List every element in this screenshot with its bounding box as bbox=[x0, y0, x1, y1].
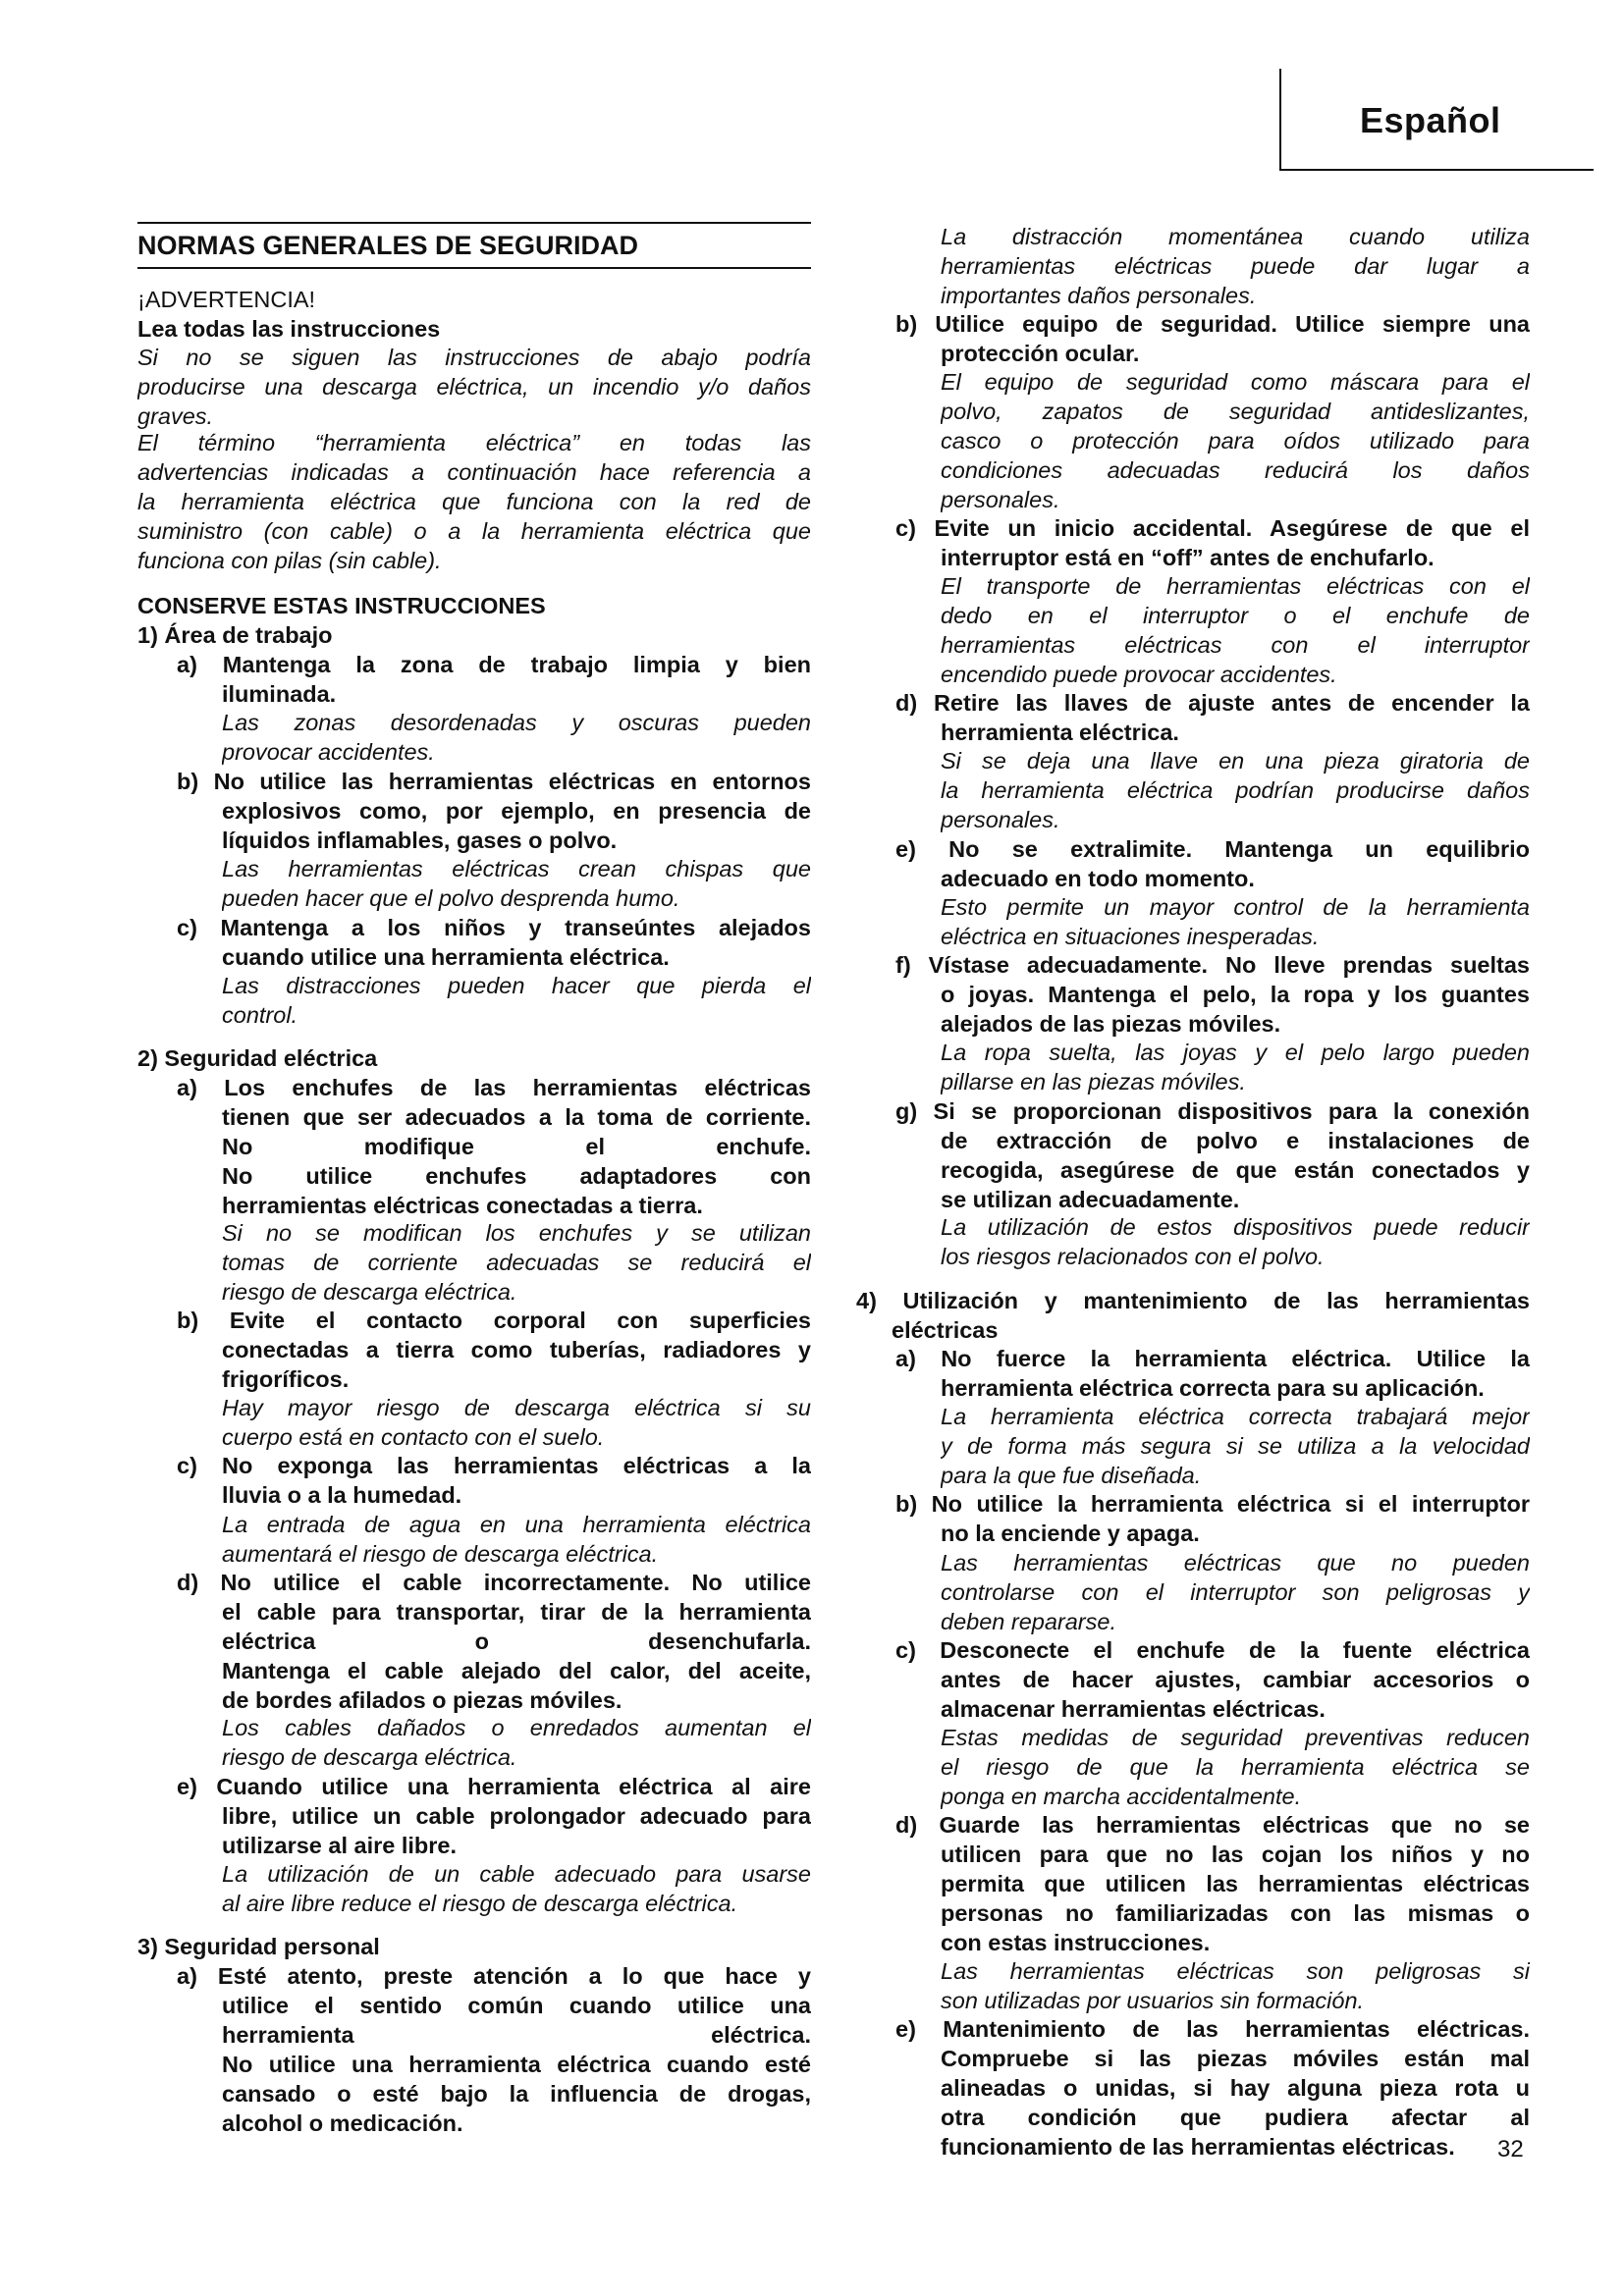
text-line: herramientas eléctricas conectadas a tierra. bbox=[222, 1193, 703, 1218]
text-line: control. bbox=[222, 1002, 298, 1028]
text-line: dedo en el interruptor o el enchufe de bbox=[941, 603, 1530, 628]
rule-2b-explanation bbox=[222, 1393, 811, 1452]
text-line: utilicen para que no las cojan los niños y no bbox=[941, 1842, 1530, 1867]
text-line: a) Mantenga la zona de trabajo limpia y bien bbox=[177, 652, 811, 677]
text-line: deben repararse. bbox=[941, 1609, 1116, 1634]
text-line: Compruebe si las piezas móviles están mal bbox=[941, 2046, 1530, 2071]
text-line: se utilizan adecuadamente. bbox=[941, 1187, 1240, 1212]
text-line: la herramienta eléctrica que funciona con la red de bbox=[137, 489, 811, 514]
text-line: libre, utilice un cable prolongador adecuado para bbox=[222, 1803, 811, 1829]
rule-4d bbox=[895, 1810, 1530, 1957]
text-line: c) Desconecte el enchufe de la fuente eléctrica bbox=[895, 1637, 1530, 1663]
text-line: la herramienta eléctrica podrían producirse daños bbox=[941, 777, 1530, 803]
rule-2e bbox=[177, 1772, 811, 1860]
text-line: personales. bbox=[941, 807, 1060, 832]
text-line: eléctrica en situaciones inesperadas. bbox=[941, 924, 1320, 949]
text-line: cuerpo está en contacto con el suelo. bbox=[222, 1424, 605, 1450]
text-line: funciona con pilas (sin cable). bbox=[137, 548, 442, 573]
text-line: El término “herramienta eléctrica” en todas las bbox=[137, 430, 811, 455]
text-line: b) Evite el contacto corporal con superficies bbox=[177, 1308, 811, 1333]
text-line: riesgo de descarga eléctrica. bbox=[222, 1744, 517, 1770]
section-4-heading bbox=[856, 1286, 1530, 1345]
text-line: antes de hacer ajustes, cambiar accesorios o bbox=[941, 1667, 1530, 1692]
rule-1a bbox=[177, 650, 811, 709]
title-top-rule bbox=[137, 222, 811, 224]
text-line: e) Cuando utilice una herramienta eléctrica al aire bbox=[177, 1774, 811, 1799]
text-line: son utilizadas por usuarios sin formación. bbox=[941, 1988, 1365, 2013]
rule-3d bbox=[895, 688, 1530, 747]
text-line: recogida, asegúrese de que están conectados y bbox=[941, 1157, 1530, 1183]
text-line: c) No exponga las herramientas eléctricas a la bbox=[177, 1453, 811, 1478]
rule-2d-explanation bbox=[222, 1713, 811, 1772]
keep-instructions-heading: CONSERVE ESTAS INSTRUCCIONES bbox=[137, 593, 546, 618]
text-line: cuando utilice una herramienta eléctrica. bbox=[222, 944, 670, 970]
rule-2a bbox=[177, 1073, 811, 1220]
rule-1c bbox=[177, 913, 811, 972]
text-line: La utilización de estos dispositivos puede reducir bbox=[941, 1214, 1530, 1240]
text-line: no la enciende y apaga. bbox=[941, 1521, 1200, 1546]
rule-3e bbox=[895, 834, 1530, 893]
text-line: casco o protección para oídos utilizado para bbox=[941, 428, 1530, 454]
text-line: alineadas o unidas, si hay alguna pieza rota u bbox=[941, 2075, 1530, 2101]
rule-4c-explanation bbox=[941, 1723, 1530, 1811]
text-line: Esto permite un mayor control de la herramienta bbox=[941, 894, 1530, 920]
text-line: controlarse con el interruptor son peligrosas y bbox=[941, 1579, 1530, 1605]
rule-4b-explanation bbox=[941, 1548, 1530, 1636]
text-line: advertencias indicadas a continuación hace referencia a bbox=[137, 459, 811, 485]
page-number: 32 bbox=[1497, 2136, 1524, 2163]
text-line: adecuado en todo momento. bbox=[941, 866, 1255, 891]
text-line: Las herramientas eléctricas son peligrosas si bbox=[941, 1958, 1530, 1984]
text-line: importantes daños personales. bbox=[941, 283, 1257, 308]
text-line: Las zonas desordenadas y oscuras pueden bbox=[222, 710, 811, 735]
text-line: d) No utilice el cable incorrectamente. No utilice bbox=[177, 1570, 811, 1595]
text-line: de extracción de polvo e instalaciones de bbox=[941, 1128, 1530, 1153]
text-line: b) No utilice la herramienta eléctrica si el interruptor bbox=[895, 1491, 1530, 1517]
rule-3d-explanation bbox=[941, 746, 1530, 834]
rule-4b bbox=[895, 1489, 1530, 1548]
text-line: producirse una descarga eléctrica, un incendio y/o daños bbox=[137, 374, 811, 400]
text-line: tomas de corriente adecuadas se reducirá el bbox=[222, 1250, 811, 1275]
text-line: con estas instrucciones. bbox=[941, 1930, 1211, 1955]
text-line: personas no familiarizadas con las mismas o bbox=[941, 1900, 1530, 1926]
text-line: Las distracciones pueden hacer que pierda el bbox=[222, 973, 811, 998]
text-line: explosivos como, por ejemplo, en presencia de bbox=[222, 798, 811, 824]
text-line: conectadas a tierra como tuberías, radiadores y bbox=[222, 1337, 811, 1362]
text-line: o joyas. Mantenga el pelo, la ropa y los guantes bbox=[941, 982, 1530, 1007]
text-line: aumentará el riesgo de descarga eléctrica. bbox=[222, 1541, 659, 1567]
text-line: g) Si se proporcionan dispositivos para la conexión bbox=[895, 1098, 1530, 1124]
text-line: a) Esté atento, preste atención a lo que hace y bbox=[177, 1963, 811, 1989]
rule-2e-explanation bbox=[222, 1859, 811, 1918]
text-line: ponga en marcha accidentalmente. bbox=[941, 1784, 1302, 1809]
text-line: de bordes afilados o piezas móviles. bbox=[222, 1687, 623, 1713]
text-line: Si no se modifican los enchufes y se utilizan bbox=[222, 1220, 811, 1246]
text-line: alcohol o medicación. bbox=[222, 2110, 463, 2136]
text-line: Si se deja una llave en una pieza giratoria de bbox=[941, 748, 1530, 774]
language-label: Español bbox=[1360, 100, 1501, 140]
text-line: polvo, zapatos de seguridad antideslizantes, bbox=[941, 399, 1530, 424]
text-line: interruptor está en “off” antes de enchufarlo. bbox=[941, 545, 1435, 570]
rule-3a bbox=[177, 1961, 811, 2138]
text-line: d) Retire las llaves de ajuste antes de encender la bbox=[895, 690, 1530, 716]
rule-2c bbox=[177, 1451, 811, 1510]
rule-3b-explanation bbox=[941, 367, 1530, 514]
intro-paragraph-2 bbox=[137, 428, 811, 575]
text-line: permita que utilicen las herramientas eléctricas bbox=[941, 1871, 1530, 1896]
text-line: encendido puede provocar accidentes. bbox=[941, 662, 1337, 687]
rule-4e bbox=[895, 2014, 1530, 2162]
text-line: La ropa suelta, las joyas y el pelo largo pueden bbox=[941, 1040, 1530, 1065]
text-line: utilice el sentido común cuando utilice una bbox=[222, 1993, 811, 2018]
text-line: c) Evite un inicio accidental. Asegúrese de que el bbox=[895, 515, 1530, 541]
rule-4d-explanation bbox=[941, 1956, 1530, 2015]
text-line: La herramienta eléctrica correcta trabajará mejor bbox=[941, 1404, 1530, 1429]
section-2-heading: 2) Seguridad eléctrica bbox=[137, 1045, 378, 1071]
text-line: herramienta eléctrica. bbox=[222, 2022, 811, 2048]
text-line: La utilización de un cable adecuado para usarse bbox=[222, 1861, 811, 1887]
text-line: cansado o esté bajo la influencia de drogas, bbox=[222, 2081, 811, 2107]
text-line: No modifique el enchufe. bbox=[222, 1134, 811, 1159]
text-line: y de forma más segura si se utiliza a la velocidad bbox=[941, 1433, 1530, 1459]
language-tab-vertical-rule bbox=[1279, 69, 1281, 171]
text-line: Las herramientas eléctricas crean chispas que bbox=[222, 856, 811, 881]
text-line: herramienta eléctrica. bbox=[941, 720, 1179, 745]
text-line: eléctrica o desenchufarla. bbox=[222, 1629, 811, 1654]
text-line: funcionamiento de las herramientas eléctricas. bbox=[941, 2134, 1455, 2160]
rule-2b bbox=[177, 1306, 811, 1394]
title-bottom-rule bbox=[137, 267, 811, 269]
rule-3c bbox=[895, 513, 1530, 572]
section-3-heading: 3) Seguridad personal bbox=[137, 1934, 380, 1959]
text-line: frigoríficos. bbox=[222, 1366, 350, 1392]
text-line: los riesgos relacionados con el polvo. bbox=[941, 1244, 1325, 1269]
text-line: El equipo de seguridad como máscara para el bbox=[941, 369, 1530, 395]
text-line: Las herramientas eléctricas que no pueden bbox=[941, 1550, 1530, 1575]
text-line: el cable para transportar, tirar de la herramienta bbox=[222, 1599, 811, 1625]
text-line: almacenar herramientas eléctricas. bbox=[941, 1696, 1326, 1722]
text-line: lluvia o a la humedad. bbox=[222, 1482, 462, 1508]
text-line: personales. bbox=[941, 487, 1060, 512]
rule-3f bbox=[895, 950, 1530, 1039]
text-line: El transporte de herramientas eléctricas con el bbox=[941, 573, 1530, 599]
text-line: c) Mantenga a los niños y transeúntes alejados bbox=[177, 915, 811, 940]
rule-3b bbox=[895, 309, 1530, 368]
rule-3e-explanation bbox=[941, 892, 1530, 951]
rule-1c-explanation bbox=[222, 971, 811, 1030]
text-line: 4) Utilización y mantenimiento de las herramientas bbox=[856, 1288, 1530, 1313]
text-line: líquidos inflamables, gases o polvo. bbox=[222, 828, 618, 853]
text-line: b) Utilice equipo de seguridad. Utilice siempre una bbox=[895, 311, 1530, 337]
rule-3g bbox=[895, 1096, 1530, 1214]
text-line: tienen que ser adecuados a la toma de corriente. bbox=[222, 1104, 811, 1130]
text-line: alejados de las piezas móviles. bbox=[941, 1011, 1281, 1037]
text-line: a) Los enchufes de las herramientas eléctricas bbox=[177, 1075, 811, 1100]
text-line: provocar accidentes. bbox=[222, 739, 435, 765]
warning-heading: ¡ADVERTENCIA! bbox=[137, 287, 316, 312]
rule-1a-explanation bbox=[222, 708, 811, 767]
text-line: Los cables dañados o enredados aumentan el bbox=[222, 1715, 811, 1740]
text-line: Hay mayor riesgo de descarga eléctrica si su bbox=[222, 1395, 811, 1420]
text-line: el riesgo de que la herramienta eléctrica se bbox=[941, 1754, 1530, 1780]
text-line: d) Guarde las herramientas eléctricas que no se bbox=[895, 1812, 1530, 1838]
text-line: f) Vístase adecuadamente. No lleve prendas sueltas bbox=[895, 952, 1530, 978]
text-line: Estas medidas de seguridad preventivas reducen bbox=[941, 1725, 1530, 1750]
rule-1b bbox=[177, 767, 811, 855]
rule-2d bbox=[177, 1568, 811, 1715]
text-line: pillarse en las piezas móviles. bbox=[941, 1069, 1246, 1095]
text-line: herramienta eléctrica correcta para su aplicación. bbox=[941, 1375, 1485, 1401]
text-line: e) No se extralimite. Mantenga un equilibrio bbox=[895, 836, 1530, 862]
text-line: al aire libre reduce el riesgo de descarga eléctrica. bbox=[222, 1891, 738, 1916]
text-line: riesgo de descarga eléctrica. bbox=[222, 1279, 517, 1305]
rule-2c-explanation bbox=[222, 1510, 811, 1569]
text-line: graves. bbox=[137, 403, 214, 429]
section-title: NORMAS GENERALES DE SEGURIDAD bbox=[137, 231, 639, 260]
text-line: La entrada de agua en una herramienta eléctrica bbox=[222, 1512, 811, 1537]
text-line: suministro (con cable) o a la herramienta eléctrica que bbox=[137, 518, 811, 544]
language-tab-horizontal-rule bbox=[1279, 169, 1594, 171]
text-line: La distracción momentánea cuando utiliza bbox=[941, 224, 1530, 249]
rule-4a-explanation bbox=[941, 1402, 1530, 1490]
text-line: a) No fuerce la herramienta eléctrica. Utilice la bbox=[895, 1346, 1530, 1371]
text-line: herramientas eléctricas con el interruptor bbox=[941, 632, 1530, 658]
rule-2a-explanation bbox=[222, 1218, 811, 1307]
section-1-heading: 1) Área de trabajo bbox=[137, 622, 333, 648]
text-line: utilizarse al aire libre. bbox=[222, 1833, 458, 1858]
text-line: b) No utilice las herramientas eléctricas en entornos bbox=[177, 769, 811, 794]
text-line: otra condición que pudiera afectar al bbox=[941, 2105, 1530, 2130]
rule-3a-explanation bbox=[941, 222, 1530, 310]
text-line: e) Mantenimiento de las herramientas eléctricas. bbox=[895, 2016, 1530, 2042]
text-line: herramientas eléctricas puede dar lugar a bbox=[941, 253, 1530, 279]
text-line: Mantenga el cable alejado del calor, del aceite, bbox=[222, 1658, 811, 1683]
rule-3f-explanation bbox=[941, 1038, 1530, 1096]
text-line: protección ocular. bbox=[941, 341, 1140, 366]
rule-4c bbox=[895, 1635, 1530, 1724]
intro-paragraph-1 bbox=[137, 343, 811, 431]
text-line: eléctricas bbox=[892, 1317, 999, 1343]
rule-3c-explanation bbox=[941, 571, 1530, 689]
rule-1b-explanation bbox=[222, 854, 811, 913]
text-line: condiciones adecuadas reducirá los daños bbox=[941, 457, 1530, 483]
text-line: No utilice una herramienta eléctrica cuando esté bbox=[222, 2052, 811, 2077]
text-line: pueden hacer que el polvo desprenda humo. bbox=[222, 885, 680, 911]
read-instructions-heading: Lea todas las instrucciones bbox=[137, 316, 441, 342]
rule-4a bbox=[895, 1344, 1530, 1403]
text-line: para la que fue diseñada. bbox=[941, 1463, 1202, 1488]
rule-3g-explanation bbox=[941, 1212, 1530, 1271]
text-line: iluminada. bbox=[222, 681, 337, 707]
text-line: Si no se siguen las instrucciones de abajo podría bbox=[137, 345, 811, 370]
text-line: No utilice enchufes adaptadores con bbox=[222, 1163, 811, 1189]
